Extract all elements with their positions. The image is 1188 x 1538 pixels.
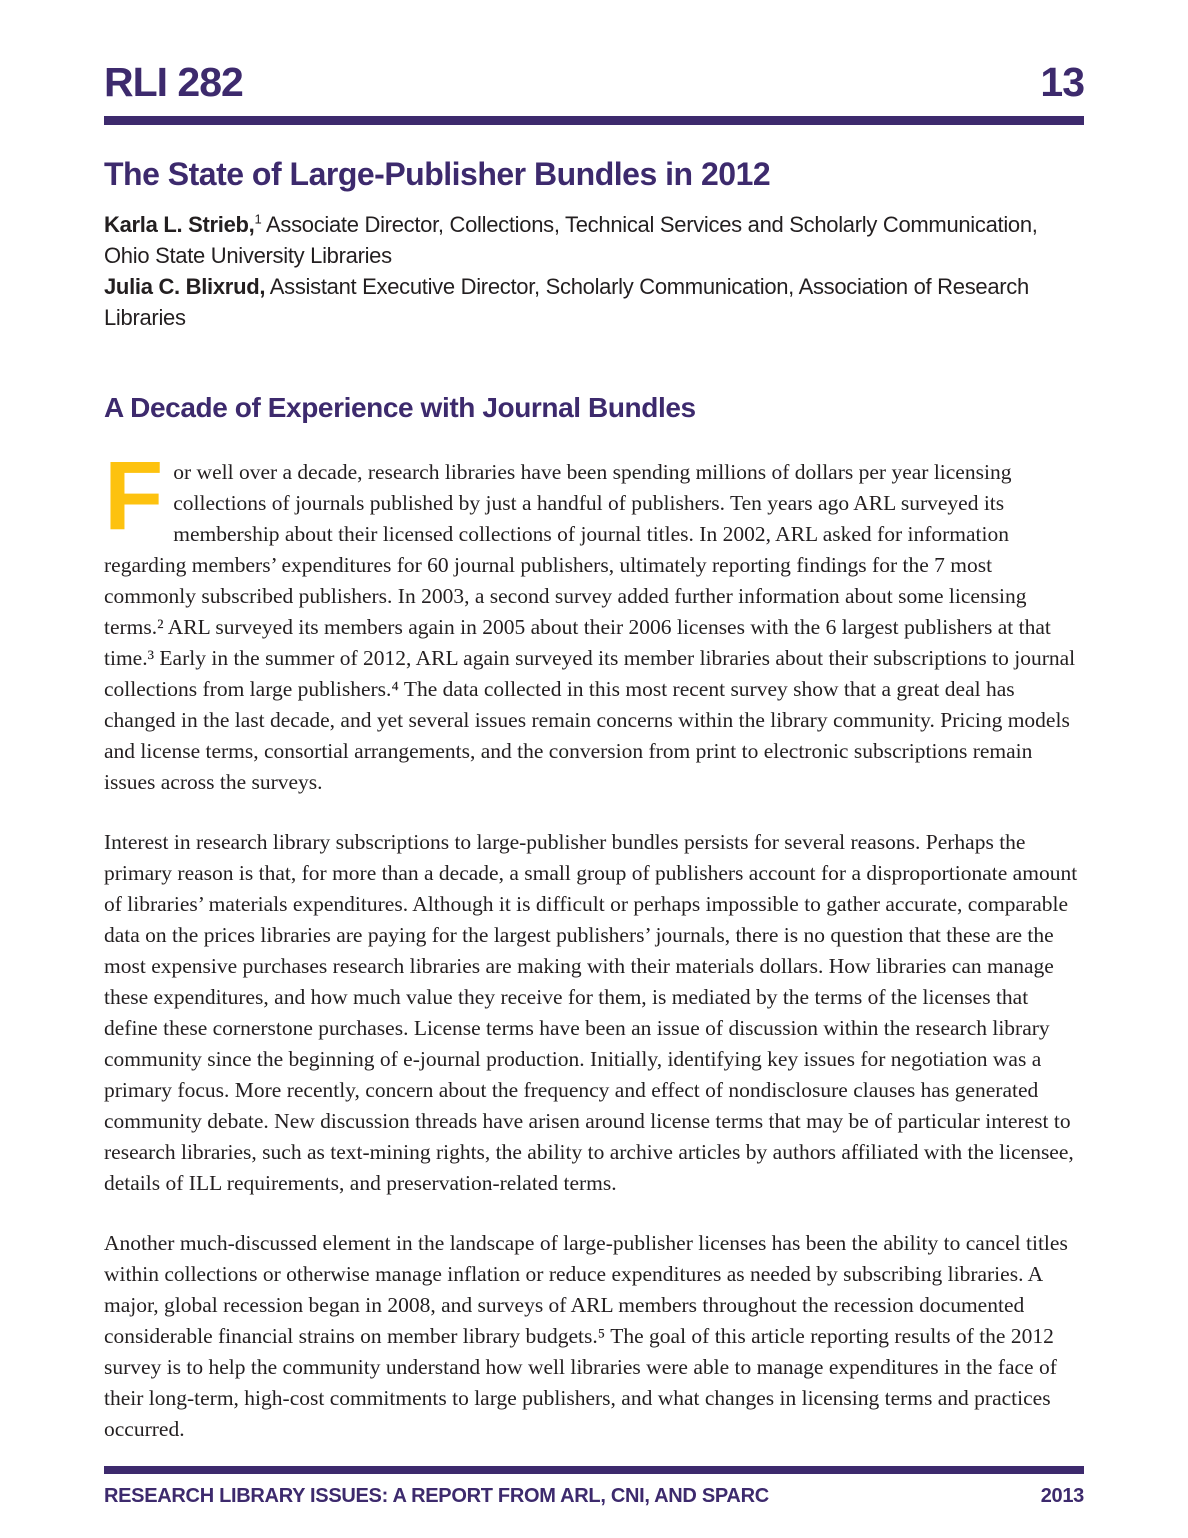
dropcap-letter: F — [104, 440, 164, 550]
paragraph — [104, 827, 1084, 1199]
paragraph-text: or well over a decade, research libraries have been spending millions of dollars per year licensing collections of journals published by just a handful of publishers. Ten years ago ARL surveyed its membership about their licensed collections of journal titles. In 2002, ARL asked for information regarding members’ expenditures for 60 journal publishers, ultimately reporting findings for the 7 most commonly subscribed publishers. In 2003, a second survey added further information about some licensing terms.² ARL surveyed its members again in 2005 about their 2006 licenses with the 6 largest publishers at that time.³ Early in the summer of 2012, ARL again surveyed its member libraries about their subscriptions to journal collections from large publishers.⁴ The data collected in this most recent survey show that a great deal has changed in the last decade, and yet several issues remain concerns within the library community. Pricing models and license terms, consortial arrangements, and the conversion from print to electronic subscriptions remain issues across the surveys. — [104, 459, 1076, 794]
footer-rule — [104, 1466, 1084, 1474]
paragraph-text: Another much-discussed element in the landscape of large-publisher licenses has been the ability to cancel titles within collections or otherwise manage inflation or reduce expenditures as needed by subscribing libraries. A major, global recession began in 2008, and surveys of ARL members throughout the recession documented considerable financial strains on member library budgets.⁵ The goal of this article reporting results of the 2012 survey is to help the community understand how well libraries were able to manage expenditures in the face of their long-term, high-cost commitments to large publishers, and what changes in licensing terms and practices occurred. — [104, 1230, 1068, 1441]
section-heading: A Decade of Experience with Journal Bundles — [104, 392, 696, 424]
author-affiliation: Assistant Executive Director, Scholarly Communication, Association of Research Libraries — [104, 274, 1029, 331]
footer-journal-title: RESEARCH LIBRARY ISSUES: A REPORT FROM ARL, CNI, AND SPARC — [104, 1485, 769, 1507]
journal-issue-label: RLI 282 — [104, 59, 243, 105]
paragraph — [104, 1228, 1084, 1445]
author-affiliation: Associate Director, Collections, Technical Services and Scholarly Communication, Ohio State University Libraries — [104, 212, 1038, 269]
footer-row — [104, 1485, 1084, 1507]
author-name: Karla L. Strieb, — [104, 212, 255, 238]
author-entry — [104, 271, 1084, 333]
author-footnote-marker: 1 — [254, 211, 262, 227]
author-name: Julia C. Blixrud, — [104, 274, 266, 300]
header-rule — [104, 116, 1084, 125]
author-entry — [104, 209, 1084, 271]
page-header — [104, 59, 1084, 125]
paragraph — [104, 440, 1084, 798]
paragraph-text: Interest in research library subscriptions to large-publisher bundles persists for several reasons. Perhaps the primary reason is that, for more than a decade, a small group of publishers account for a disproportionate amount of libraries’ materials expenditures. Although it is difficult or perhaps impossible to gather accurate, comparable data on the prices libraries are paying for the largest publishers’ journals, there is no question that these are the most expensive purchases research libraries are making with their materials dollars. How libraries can manage these expenditures, and how much value they receive for them, is mediated by the terms of the licenses that define these cornerstone purchases. License terms have been an issue of discussion within the research library community since the beginning of e-journal production. Initially, identifying key issues for negotiation was a primary focus. More recently, concern about the frequency and effect of nondisclosure clauses has generated community debate. New discussion threads have arisen around license terms that may be of particular interest to research libraries, such as text-mining rights, the ability to archive articles by authors affiliated with the licensee, details of ILL requirements, and preservation-related terms. — [104, 829, 1078, 1195]
article-title: The State of Large-Publisher Bundles in 2012 — [104, 156, 771, 192]
page-number: 13 — [1040, 59, 1084, 105]
author-block — [104, 209, 1084, 333]
page-footer — [104, 1466, 1084, 1507]
masthead — [104, 59, 1084, 105]
footer-year: 2013 — [1040, 1485, 1084, 1507]
article-body — [104, 440, 1084, 1445]
